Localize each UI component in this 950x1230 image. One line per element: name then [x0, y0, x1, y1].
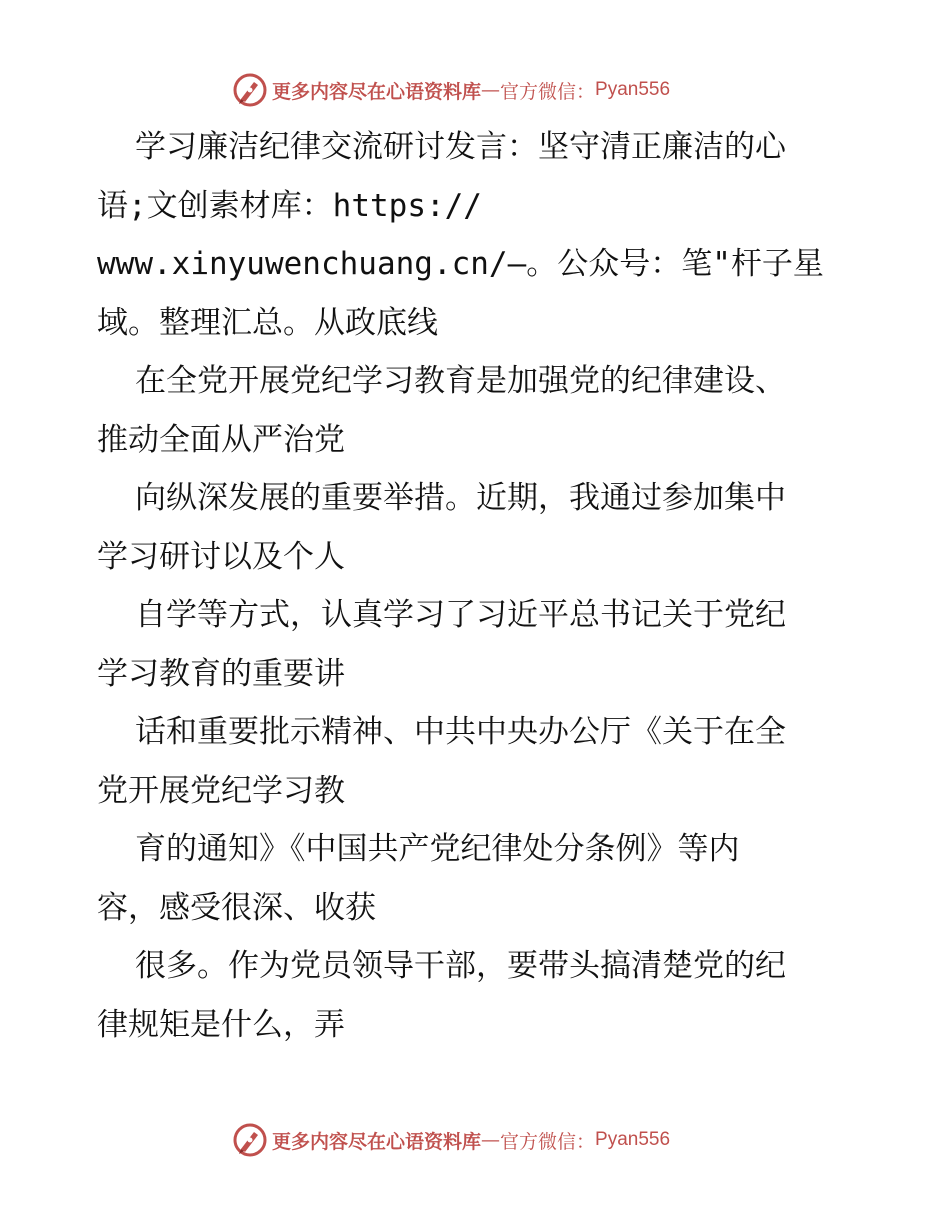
text-line: 学习研讨以及个人 — [97, 538, 345, 575]
text-line: 育的通知》《中国共产党纪律处分条例》等内 — [135, 831, 740, 867]
header-banner-dash: — — [481, 79, 501, 101]
text-line: 学习教育的重要讲 — [97, 655, 345, 692]
text-line: 容，感受很深、收获 — [97, 889, 376, 926]
document-body — [97, 118, 867, 1054]
footer-banner-main: 更多内容尽在心语资料库 — [272, 1130, 482, 1153]
footer-banner-wechat-id: Pyan556 — [595, 1129, 671, 1150]
text-line: 推动全面从严治党 — [97, 421, 345, 458]
text-line: 在全党开展党纪学习教育是加强党的纪律建设、 — [135, 363, 786, 399]
text-line: 党开展党纪学习教 — [97, 772, 345, 809]
text-line: 话和重要批示精神、中共中央办公厅《关于在全 — [135, 714, 786, 750]
footer-banner-dash: — — [481, 1129, 501, 1151]
footer-banner-wechat-label: 官方微信： — [500, 1130, 596, 1153]
header-banner-wechat-label: 官方微信： — [500, 80, 596, 103]
text-line: 语;文创素材库：https:// — [97, 187, 482, 224]
header-banner-wechat-id: Pyan556 — [595, 79, 671, 100]
text-line: 自学等方式，认真学习了习近平总书记关于党纪 — [135, 597, 786, 633]
text-line: 域。整理汇总。从政底线 — [97, 304, 438, 341]
text-line: 很多。作为党员领导干部，要带头搞清楚党的纪 — [135, 948, 786, 984]
text-line: 向纵深发展的重要举措。近期，我通过参加集中 — [135, 480, 786, 516]
header-banner-main: 更多内容尽在心语资料库 — [272, 80, 482, 103]
pen-logo-icon — [232, 1122, 268, 1158]
footer-banner — [232, 1120, 670, 1160]
header-banner — [232, 70, 670, 110]
text-line: 律规矩是什么，弄 — [97, 1006, 345, 1043]
text-line: www.xinyuwenchuang.cn/—。公众号：笔"杆子星 — [97, 246, 824, 282]
pen-logo-icon — [232, 72, 268, 108]
text-line: 学习廉洁纪律交流研讨发言：坚守清正廉洁的心 — [135, 129, 786, 165]
